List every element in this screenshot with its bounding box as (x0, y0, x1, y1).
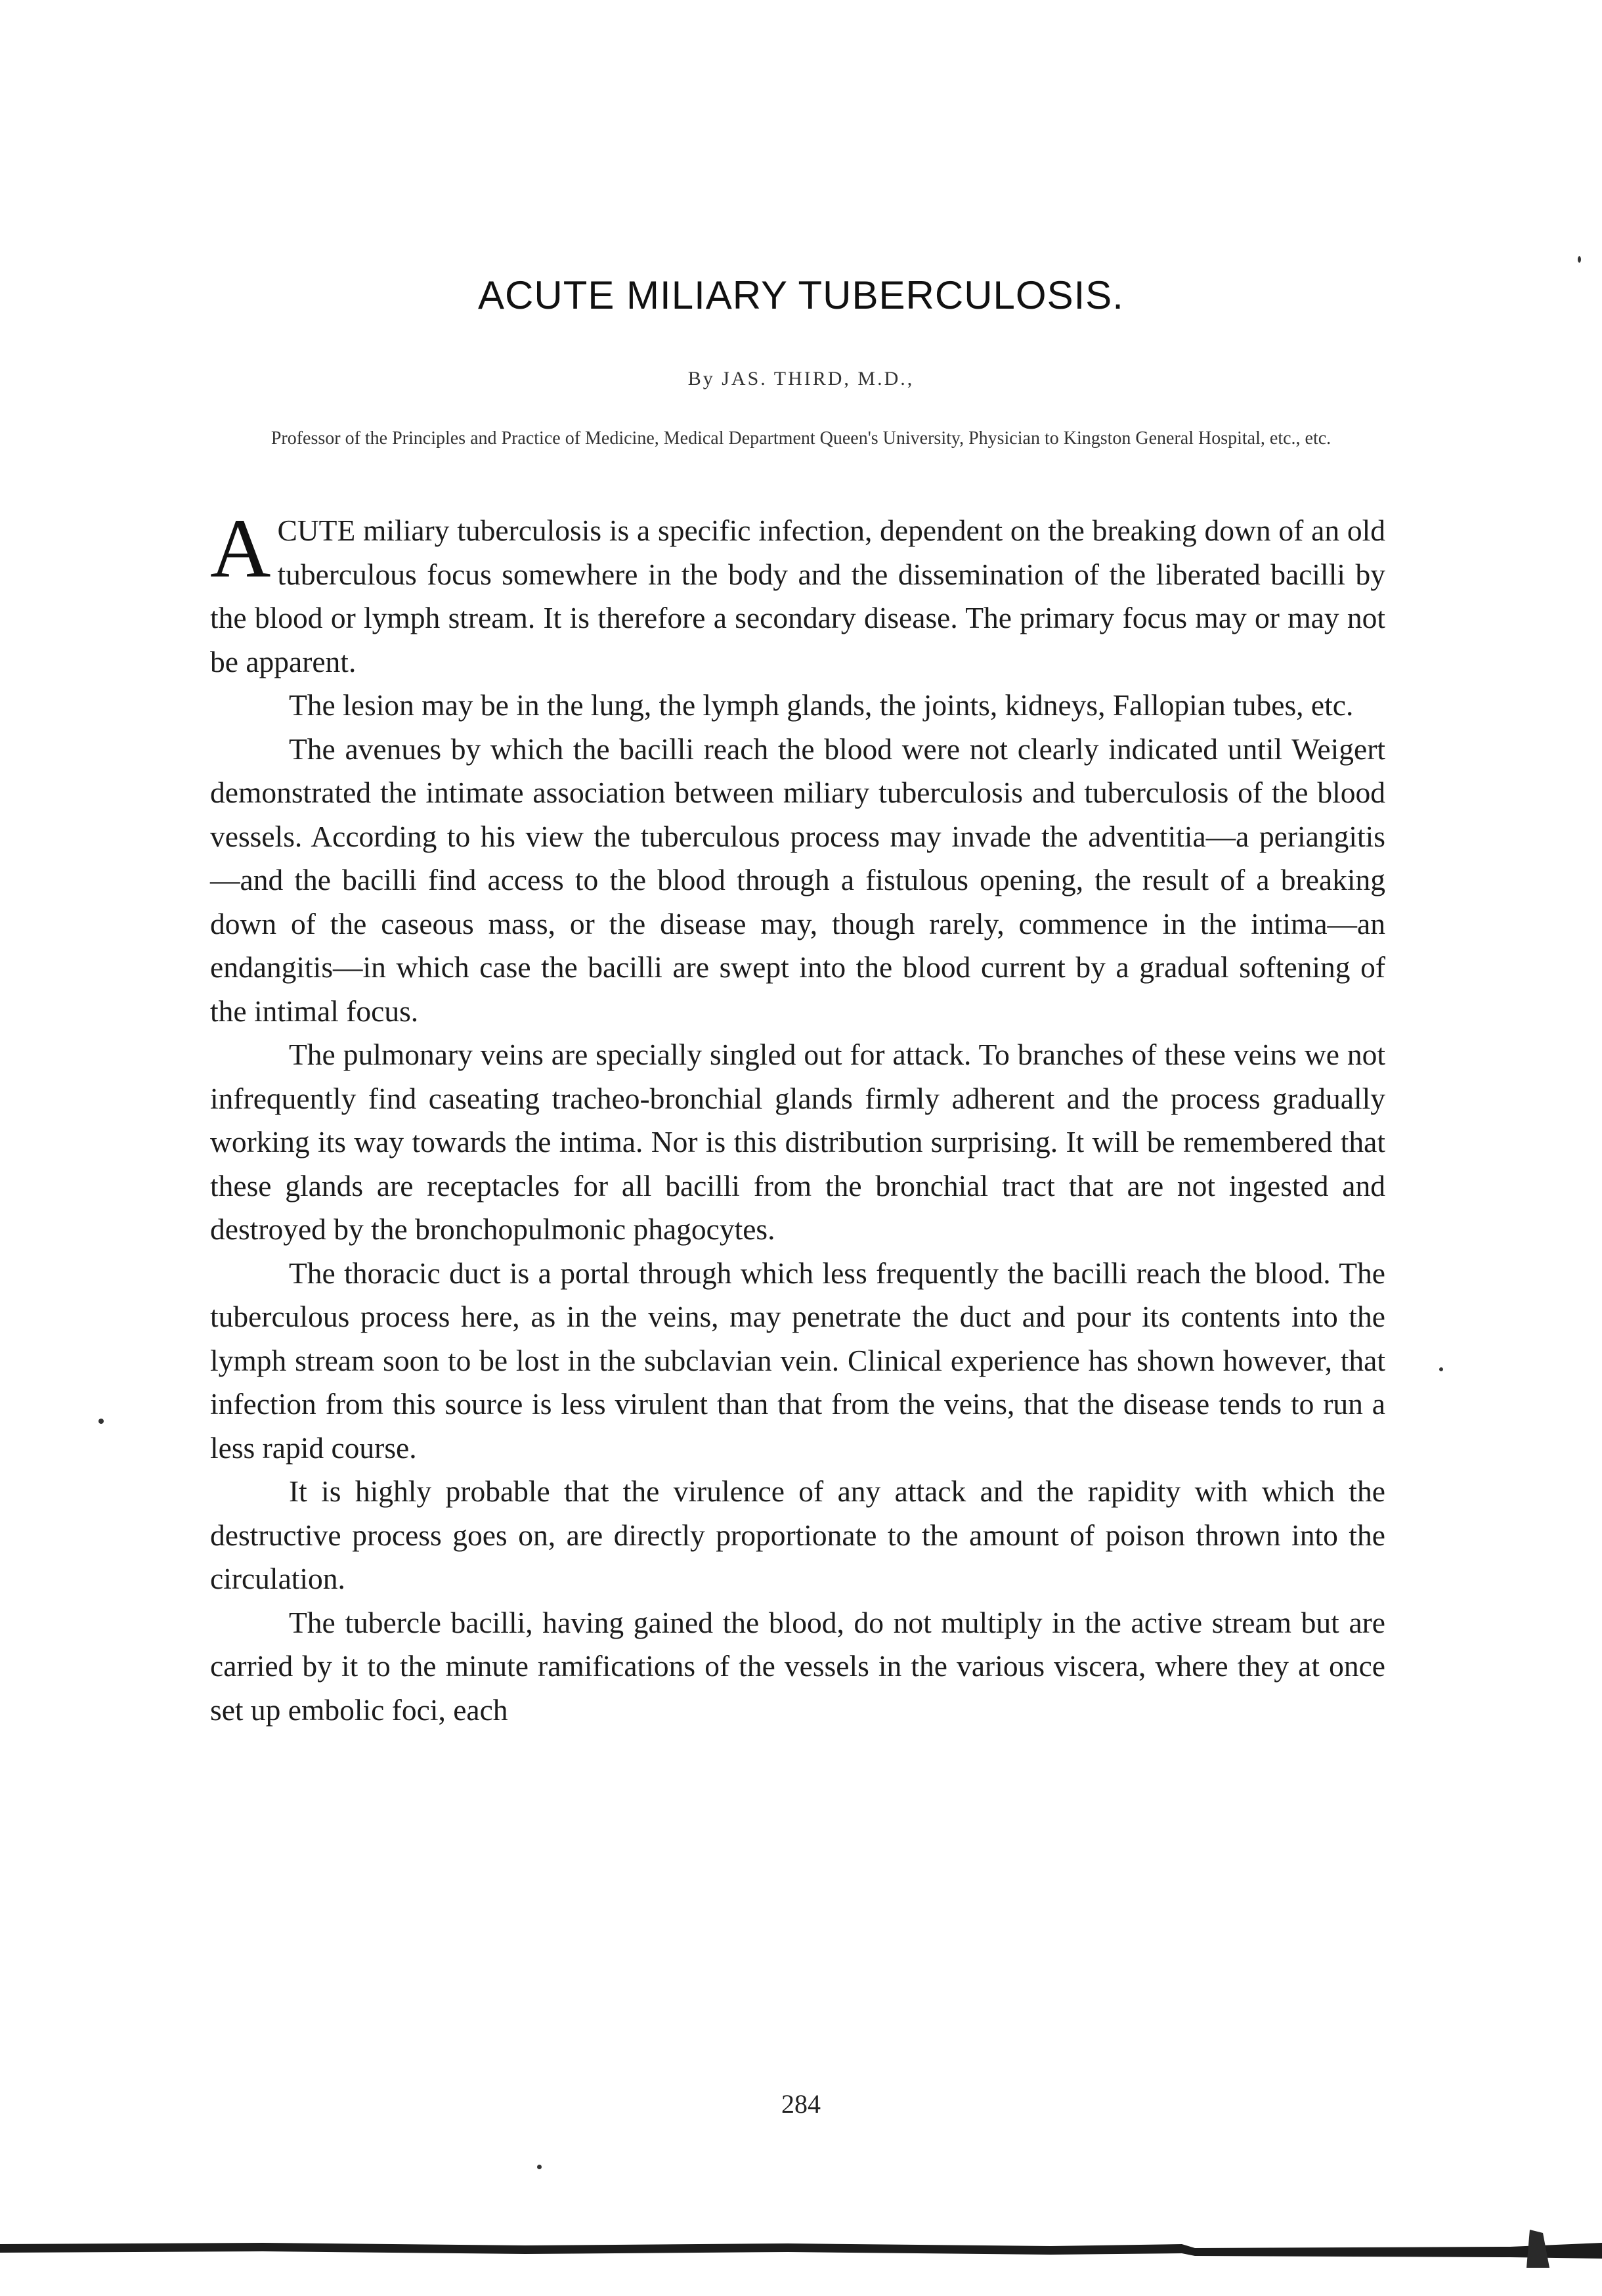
scan-speck (98, 1419, 104, 1424)
scan-speck (1578, 256, 1581, 263)
article-title: ACUTE MILIARY TUBERCULOSIS. (478, 273, 1124, 317)
scan-speck (1439, 1367, 1443, 1371)
scan-speck (537, 2165, 542, 2169)
paragraph-2: The lesion may be in the lung, the lymph glands, the joints, kidneys, Fallopian tubes, etc. (289, 688, 1354, 722)
author-byline: By JAS. THIRD, M.D., (687, 368, 915, 389)
drop-cap: A (210, 502, 271, 595)
paragraph-7: The tubercle bacilli, having gained the blood, do not multiply in the active stream but are carried by it to the minute ramifications of the vessels in the various viscera, where they at once set up embolic foci, each (210, 1605, 1385, 1727)
author-affiliation: Professor of the Principles and Practice of Medicine, Medical Department Queen's University, Physician to Kingston General Hospital, etc., etc. (271, 428, 1331, 449)
paragraph-3: The avenues by which the bacilli reach the blood were not clearly indicated until Weigert demonstrated the intimate association between miliary tuberculosis and tuberculosis of the blood vessels. According to his view the tuberculous process may invade the adventitia—a periangitis —and the bacilli find access to the blood through a fistulous opening, the result of a breaking down of the caseous mass, or the disease may, though rarely, commence in the intima—an endangitis—in which case the bacilli are swept into the blood current by a gradual softening of the intimal focus. (210, 732, 1385, 1028)
article-body (210, 502, 1385, 1732)
paragraph-6: It is highly probable that the virulence of any attack and the rapidity with which the destructive process goes on, are directly proportionate to the amount of poison thrown into the circulation. (210, 1474, 1385, 1595)
paragraph-5: The thoracic duct is a portal through which less frequently the bacilli reach the blood. The tuberculous process here, as in the veins, may penetrate the duct and pour its contents into the lymph stream soon to be lost in the subclavian vein. Clinical experience has shown however, that infection from this source is less virulent than that from the veins, that the disease tends to run a less rapid course. (210, 1256, 1385, 1465)
page-number: 284 (781, 2089, 821, 2119)
paragraph-4: The pulmonary veins are specially singled out for attack. To branches of these veins we not infrequently find caseating tracheo-bronchial glands firmly adherent and the process gradually working its way towards the intima. Nor is this distribution surprising. It will be remembered that these glands are receptacles for all bacilli from the bronchial tract that are not ingested and destroyed by the bronchopulmonic phagocytes. (210, 1038, 1385, 1246)
paragraph-1 (210, 502, 1385, 684)
scan-bottom-edge (0, 2230, 1602, 2269)
paragraph-1-text: CUTE miliary tuberculosis is a specific infection, dependent on the breaking down of an old tuberculous focus somewhere in the body and the dissemination of the liberated bacilli by the blood or lymph stream. It is therefore a secondary disease. The primary focus may or may not be apparent. (210, 514, 1385, 678)
